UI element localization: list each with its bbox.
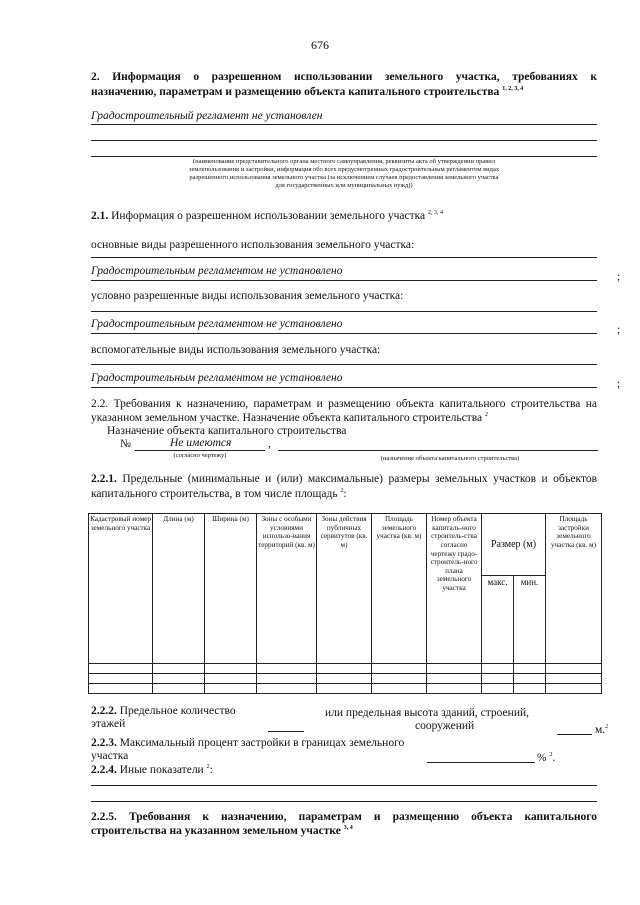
underline bbox=[91, 801, 597, 802]
underline bbox=[91, 156, 597, 157]
underline bbox=[135, 450, 265, 451]
s221-line2: капитального строительства, в том числе площадь $^2$: bbox=[91, 488, 347, 500]
s21-aux-label: вспомогательные виды использования земельного участка: bbox=[91, 344, 381, 356]
underline bbox=[91, 311, 597, 312]
underline bbox=[91, 333, 597, 334]
section2-heading-line1: 2. Информация о разрешенном использовании земельного участка, требованиях к bbox=[91, 71, 597, 83]
s222-text1: 2.2.2. Предельное количество bbox=[91, 705, 236, 717]
table-row bbox=[89, 674, 602, 684]
s222-text4: сооружений bbox=[415, 720, 475, 732]
underline bbox=[91, 280, 597, 281]
col-zones-public: Зоны действия публичных сервитутов (кв. м) bbox=[317, 514, 372, 664]
s225-line1: 2.2.5. Требования к назначению, параметрам и размещению объекта капитального bbox=[91, 811, 597, 823]
s21-aux-value: Градостроительным регламентом не установлено bbox=[91, 372, 343, 384]
underline bbox=[278, 450, 598, 451]
caption-left: (согласно чертежу) bbox=[173, 452, 227, 459]
semicolon: ; bbox=[617, 378, 621, 390]
s22-line2: указанном земельном участке. Назначение объекта капитального строительства $^2$ bbox=[91, 412, 488, 424]
underline bbox=[91, 124, 597, 125]
underline bbox=[91, 387, 597, 388]
underline bbox=[91, 364, 597, 365]
semicolon: ; bbox=[617, 271, 621, 283]
table-row bbox=[89, 664, 602, 674]
s223-text1: 2.2.3. Максимальный процент застройки в границах земельного bbox=[91, 737, 405, 749]
col-built-area: Площадь застройки земельного участка (кв. м) bbox=[546, 514, 602, 664]
underline bbox=[268, 731, 304, 732]
s222-text3: или предельная высота зданий, строений, bbox=[325, 707, 530, 719]
underline bbox=[91, 785, 597, 786]
s222-unit: м.$^2$ bbox=[595, 724, 609, 736]
s225-line2: строительства на указанном земельном участке $^{3, 4}$ bbox=[91, 825, 353, 837]
s21-cond-label: условно разрешенные виды использования земельного участка: bbox=[91, 290, 404, 302]
underline bbox=[557, 734, 592, 735]
caption-right: (назначение объекта капитального строительства) bbox=[380, 455, 520, 462]
table-row bbox=[89, 684, 602, 694]
s21-cond-value: Градостроительным регламентом не установлено bbox=[91, 318, 343, 330]
s223-text2: участка bbox=[91, 750, 129, 762]
s224-text: 2.2.4. Иные показатели $^2$: bbox=[91, 764, 213, 776]
underline bbox=[91, 257, 597, 258]
col-object-no: Номер объекта капиталь-ного строитель-ства согласно чертежу градо-строитель-ного плана земельного участка bbox=[427, 514, 482, 664]
section2-heading-line2: назначению, параметрам и размещению объекта капитального строительства $^{1, 2, 3, 4}$ bbox=[91, 86, 524, 98]
section2-value: Градостроительный регламент не установлен bbox=[91, 110, 323, 122]
comma: , bbox=[268, 438, 271, 450]
col-zones-special: Зоны с особыми условиями использо-вания территорий (кв. м) bbox=[257, 514, 317, 664]
s21-heading: 2.1. Информация о разрешенном использовании земельного участка $^{2, 3, 4}$ bbox=[91, 210, 444, 222]
col-area: Площадь земельного участка (кв. м) bbox=[372, 514, 427, 664]
s221-line1: 2.2.1. Предельные (минимальные и (или) максимальные) размеры земельных участков и объектов bbox=[91, 473, 597, 485]
s22-no-label: № bbox=[120, 438, 131, 450]
underline bbox=[427, 762, 535, 763]
s21-main-label: основные виды разрешенного использования земельного участка: bbox=[91, 239, 415, 251]
col-size: Размер (м) bbox=[482, 514, 546, 576]
s21-main-value: Градостроительным регламентом не установлено bbox=[91, 265, 343, 277]
semicolon: ; bbox=[617, 324, 621, 336]
col-cadastral: Кадастровый номер земельного участка bbox=[89, 514, 153, 664]
col-width: Ширина (м) bbox=[205, 514, 257, 664]
page-number: 676 bbox=[311, 38, 329, 52]
s22-no-value: Не имеются bbox=[170, 437, 232, 449]
s22-line1: 2.2. Требования к назначению, параметрам и размещению объекта капитального строительства на bbox=[91, 398, 597, 410]
section2-footnote: (наименование представительного органа местного самоуправления, реквизиты акта об утверждении правил землепользования и застройки, информация обо всех предусмотренных градостроительным регламентом видах разрешенного использования земельного участка (за исключением случаев предоставления земельного участка для государственных или муниципальных нужд)) bbox=[188, 158, 500, 190]
s222-text2: этажей bbox=[91, 718, 126, 730]
col-length: Длина (м) bbox=[153, 514, 205, 664]
col-min: мин. bbox=[514, 576, 546, 664]
underline bbox=[91, 140, 597, 141]
s223-unit: % $^2$. bbox=[537, 752, 556, 764]
parameters-table bbox=[88, 513, 602, 694]
col-max: макс. bbox=[482, 576, 514, 664]
s22-line3: Назначение объекта капитального строительства bbox=[107, 425, 347, 437]
